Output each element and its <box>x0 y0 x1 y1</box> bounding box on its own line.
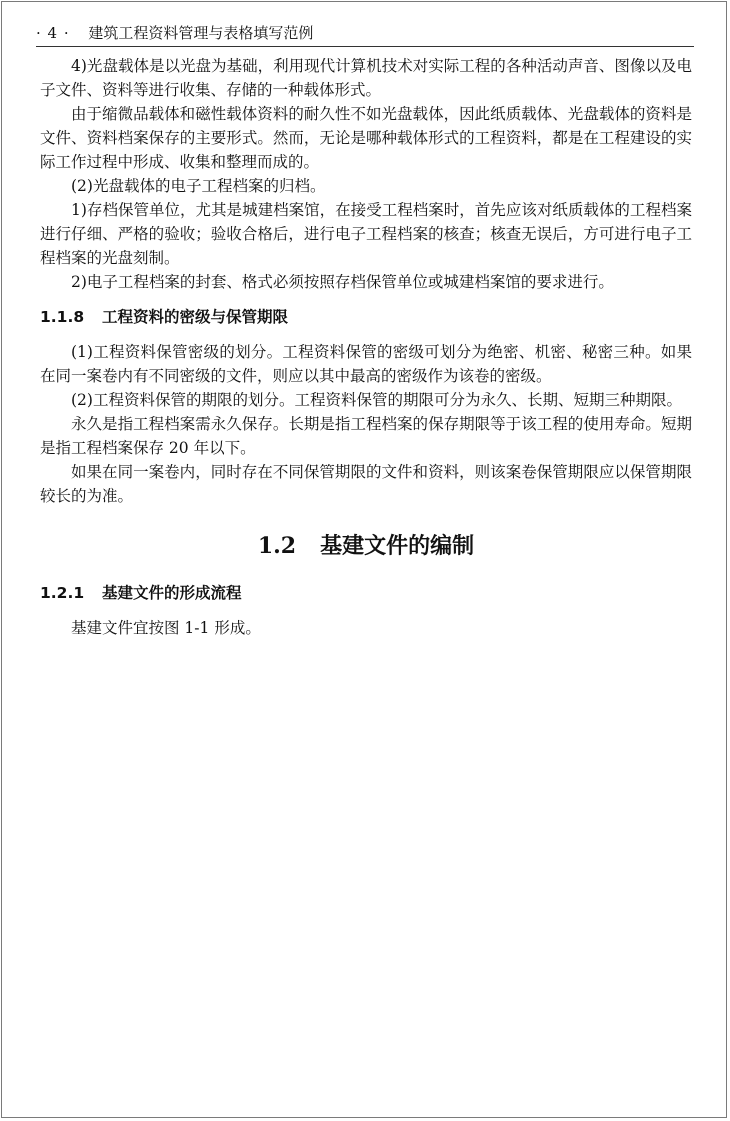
paragraph: 如果在同一案卷内，同时存在不同保管期限的文件和资料，则该案卷保管期限应以保管期限较长的为准。 <box>40 463 692 505</box>
paragraph: (1)工程资料保管密级的划分。工程资料保管的密级可划分为绝密、机密、秘密三种。如果在同一案卷内有不同密级的文件，则应以其中最高的密级作为该卷的密级。 <box>40 343 692 385</box>
running-header <box>36 20 694 47</box>
paragraph: 基建文件宜按图 1-1 形成。 <box>71 619 261 637</box>
book-title: 建筑工程资料管理与表格填写范例 <box>88 24 314 42</box>
paragraph: 4)光盘载体是以光盘为基础，利用现代计算机技术对实际工程的各种活动声音、图像以及电子文件、资料等进行收集、存储的一种载体形式。 <box>40 57 692 99</box>
section-heading-1-1-8 <box>40 306 692 328</box>
section-heading-1-2-1 <box>40 582 692 604</box>
paragraph: 由于缩微品载体和磁性载体资料的耐久性不如光盘载体，因此纸质载体、光盘载体的资料是文件、资料档案保存的主要形式。然而，无论是哪种载体形式的工程资料，都是在工程建设的实际工作过程中形成、收集和整理而成的。 <box>40 105 692 171</box>
paragraph: 永久是指工程档案需永久保存。长期是指工程档案的保存期限等于该工程的使用寿命。短期是指工程档案保存 20 年以下。 <box>40 415 692 457</box>
chapter-section-heading-1-2 <box>40 530 692 562</box>
paragraph: (2)光盘载体的电子工程档案的归档。 <box>71 177 326 195</box>
paragraph: 1)存档保管单位，尤其是城建档案馆，在接受工程档案时，首先应该对纸质载体的工程档案进行仔细、严格的验收；验收合格后，进行电子工程档案的核查；核查无误后，方可进行电子工程档案的光盘刻制。 <box>40 201 692 267</box>
page-body <box>40 54 692 640</box>
paragraph: 2)电子工程档案的封套、格式必须按照存档保管单位或城建档案馆的要求进行。 <box>71 273 614 291</box>
section-title: 工程资料的密级与保管期限 <box>102 308 289 326</box>
section-number: 1.2.1 <box>40 584 85 602</box>
section-number: 1.1.8 <box>40 308 85 326</box>
paragraph: (2)工程资料保管的期限的划分。工程资料保管的期限可分为永久、长期、短期三种期限。 <box>71 391 682 409</box>
section-title: 基建文件的形成流程 <box>102 584 242 602</box>
section-title: 基建文件的编制 <box>320 533 475 559</box>
page-number: · 4 · <box>36 24 70 42</box>
section-number: 1.2 <box>257 533 297 559</box>
